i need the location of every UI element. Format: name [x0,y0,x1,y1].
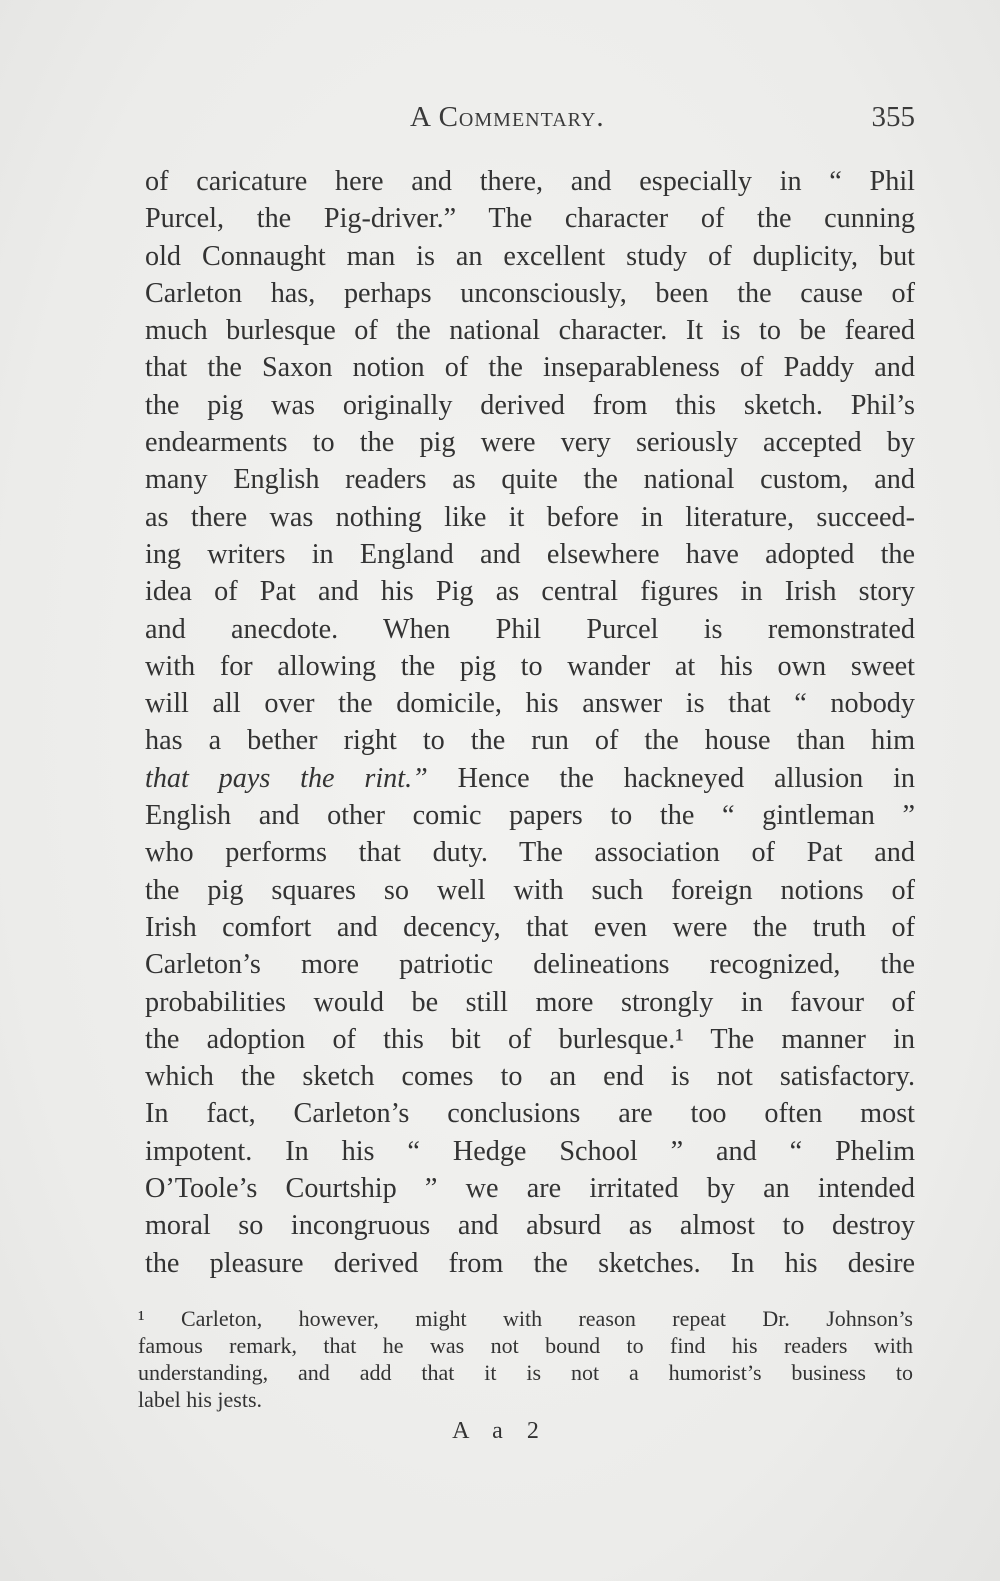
body-line: endearments to the pig were very seriously accepted by [145,427,915,459]
body-line: many English readers as quite the national custom, and [145,464,915,496]
body-line: the pleasure derived from the sketches. In his desire [145,1247,915,1279]
body-line: and anecdote. When Phil Purcel is remonstrated [145,613,915,645]
body-line: will all over the domicile, his answer is that “ nobody [145,688,915,720]
body-line: In fact, Carleton’s conclusions are too often most [145,1098,915,1130]
body-line: impotent. In his “ Hedge School ” and “ Phelim [145,1135,915,1167]
body-line: much burlesque of the national character. It is to be feared [145,315,915,347]
body-line: of caricature here and there, and especially in “ Phil [145,166,915,197]
body-line: the pig was originally derived from this sketch. Phil’s [145,389,915,421]
body-line: moral so incongruous and absurd as almost to destroy [145,1210,915,1242]
body-line: old Connaught man is an excellent study of duplicity, but [145,240,915,272]
italic-quote: that pays the rint.” [145,762,428,794]
body-line: idea of Pat and his Pig as central figures in Irish story [145,576,915,608]
body-line: probabilities would be still more strongly in favour of [145,986,915,1018]
body-line: which the sketch comes to an end is not satisfactory. [145,1061,915,1093]
running-title: A Commentary. [410,101,605,133]
body-line: Carleton’s more patriotic delineations recognized, the [145,949,915,981]
body-line: Irish comfort and decency, that even were the truth of [145,911,915,943]
page-number: 355 [871,101,915,133]
body-line [145,760,915,797]
body-text [145,163,915,1282]
body-line: ing writers in England and elsewhere have adopted the [145,538,915,570]
footnote-line: ¹ Carleton, however, might with reason repeat Dr. Johnson’s [138,1306,913,1331]
body-line: the pig squares so well with such foreign notions of [145,874,915,906]
body-line: Purcel, the Pig-driver.” The character of the cunning [145,203,915,235]
body-line: that the Saxon notion of the inseparableness of Paddy and [145,352,915,384]
line-remainder: Hence the hackneyed allusion in [427,762,915,794]
body-line: who performs that duty. The association of Pat and [145,837,915,869]
body-line: with for allowing the pig to wander at his own sweet [145,650,915,682]
footnote-line: understanding, and add that it is not a humorist’s business to [138,1360,913,1385]
body-line: English and other comic papers to the “ gintleman ” [145,800,915,832]
body-line: O’Toole’s Courtship ” we are irritated by an intended [145,1173,915,1205]
body-line: has a bether right to the run of the house than him [145,725,915,757]
signature-mark: A a 2 [452,1418,548,1444]
footnote [138,1305,913,1413]
body-line: Carleton has, perhaps unconsciously, been the cause of [145,277,915,309]
body-line: as there was nothing like it before in literature, succeed- [145,501,915,533]
running-header [145,101,915,141]
footnote-line: label his jests. [138,1387,263,1412]
footnote-line: famous remark, that he was not bound to find his readers with [138,1333,913,1358]
body-line: the adoption of this bit of burlesque.¹ The manner in [145,1023,915,1055]
